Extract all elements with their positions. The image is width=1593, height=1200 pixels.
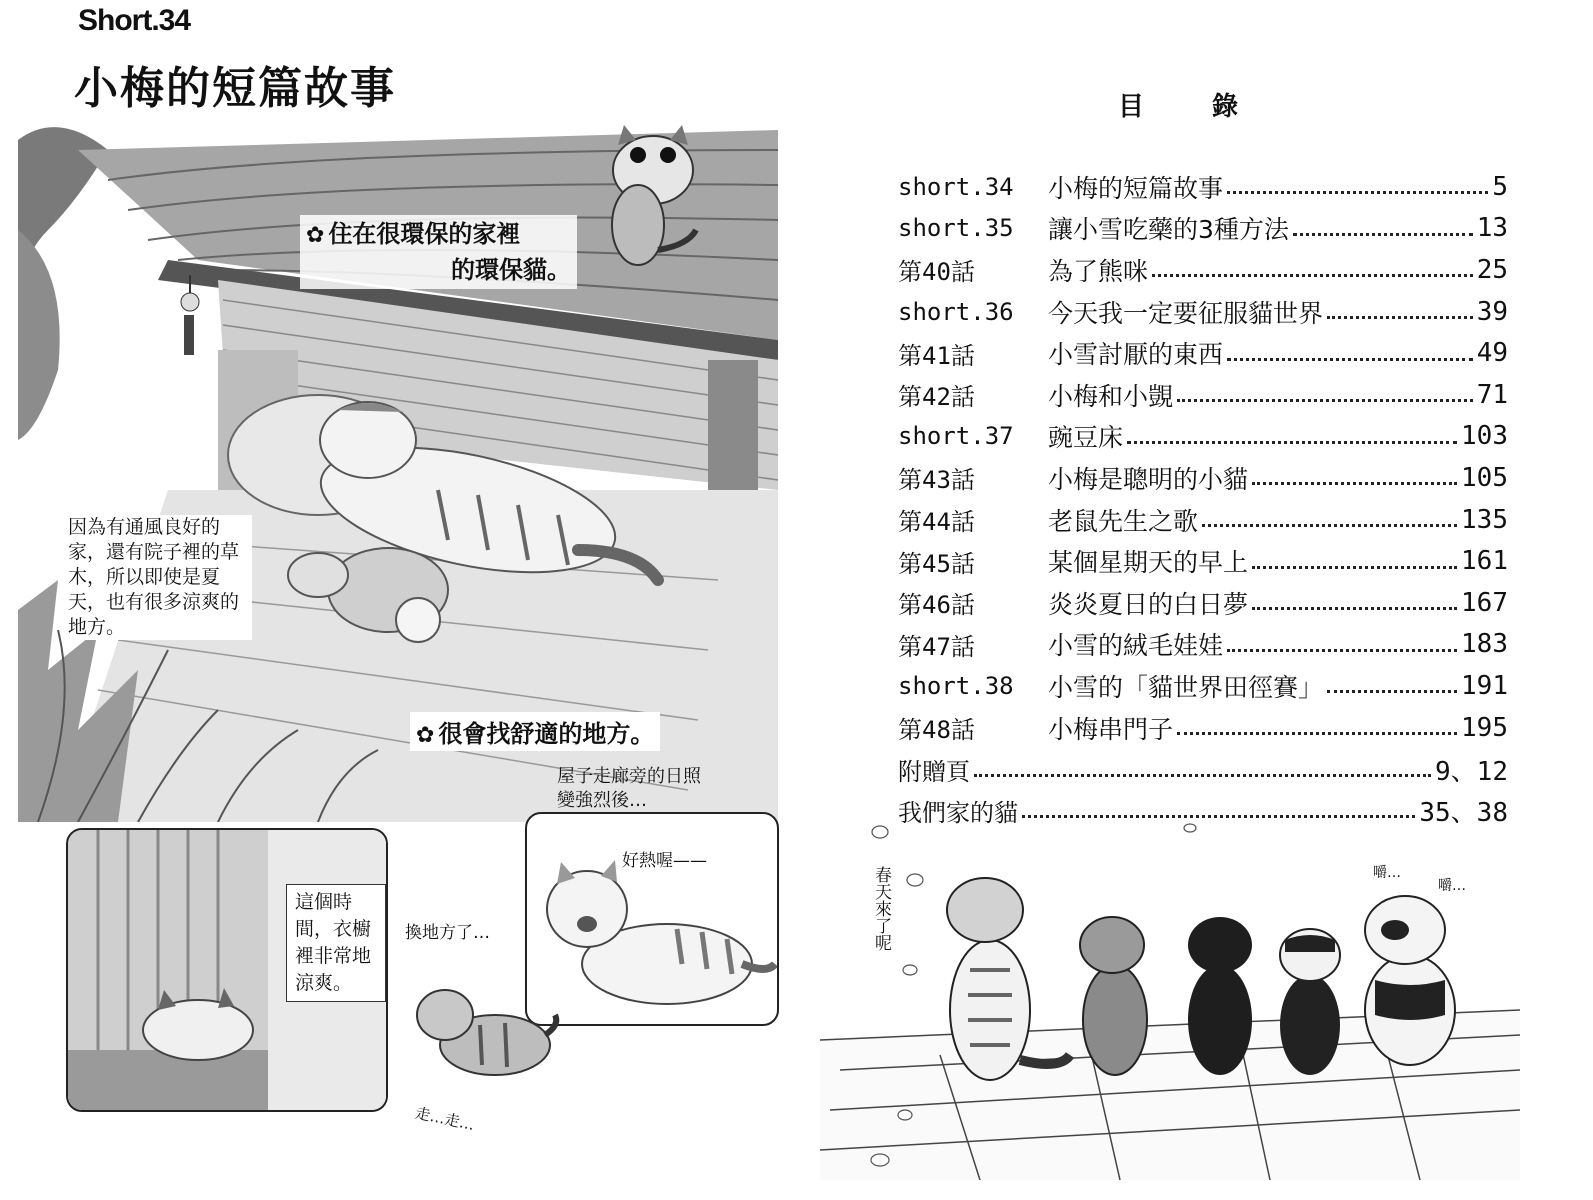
toc-leader-dots [1177,732,1457,735]
toc-heading: 目錄 [1118,92,1307,122]
toc-page-number: 25 [1476,254,1508,285]
toc-row[interactable] [898,208,1508,250]
chapter-label: Short.34 [78,4,191,37]
heading-comfy-text: 很會找舒適的地方。 [438,720,655,748]
panel-closet [66,828,388,1112]
toc-row[interactable] [898,457,1508,499]
toc-row[interactable] [898,332,1508,374]
heading-finds-comfy-places [410,712,660,751]
toc-chapter-number: 附贈頁 [898,757,970,786]
toc-chapter-title: 小雪討厭的東西 [1048,340,1224,370]
toc-page-number: 39 [1476,296,1508,327]
toc-chapter-number: short.34 [898,172,1014,201]
toc-page-number: 105 [1461,462,1508,493]
toc-chapter-number: 第45話 [898,549,975,578]
toc-leader-dots [1177,399,1473,402]
toc-row[interactable] [898,665,1508,707]
toc-chapter-title: 某個星期天的早上 [1048,548,1249,578]
toc-chapter-number: 第46話 [898,591,975,620]
toc-chapter-number: 第47話 [898,632,975,661]
toc-chapter-title: 小梅是聰明的小貓 [1048,464,1249,494]
toc-leader-dots [1202,524,1457,527]
toc-page-number: 9、12 [1435,756,1508,787]
toc-chapter-number: short.38 [898,671,1014,700]
toc-leader-dots [1252,566,1457,569]
toc-leader-dots [1227,358,1473,361]
toc-row[interactable] [898,374,1508,416]
caption-walking: 走…走… [413,1103,477,1135]
toc-chapter-number: 第42話 [898,383,975,412]
toc-row[interactable] [898,582,1508,624]
toc-row[interactable] [898,416,1508,458]
toc-row[interactable] [898,707,1508,749]
cats-parade-illustration [820,820,1520,1180]
heading-eco-line-2: 的環保貓。 [451,256,571,284]
toc-leader-dots [1152,274,1473,277]
chapter-title: 小梅的短篇故事 [74,63,396,114]
toc-chapter-title: 小梅的短篇故事 [1048,173,1224,203]
toc-row[interactable] [898,624,1508,666]
toc-leader-dots [1327,316,1473,319]
toc-chapter-number: 第48話 [898,716,975,745]
toc-chapter-title: 小梅串門子 [1048,714,1174,744]
speech-so-hot: 好熱喔—— [622,851,707,871]
table-of-contents [898,166,1508,832]
toc-leader-dots [1227,191,1488,194]
toc-leader-dots [1127,441,1457,444]
caption-sunny-corridor: 屋子走廊旁的日照變強烈後… [557,766,701,811]
toc-page-number: 49 [1476,338,1508,369]
sfx-munch-1: 嚼… [1373,865,1401,881]
toc-chapter-number: short.36 [898,297,1014,326]
caption-cool-places: 因為有通風良好的家，還有院子裡的草木，所以即使是夏天，也有很多涼爽的地方。 [68,515,252,640]
flower-icon: ✿ [416,723,435,748]
toc-chapter-number: 第43話 [898,466,975,495]
toc-leader-dots [974,774,1431,777]
toc-leader-dots [1327,690,1457,693]
toc-chapter-number: 第41話 [898,341,975,370]
toc-chapter-number: 第44話 [898,508,975,537]
toc-chapter-title: 小雪的絨毛娃娃 [1048,631,1224,661]
toc-page-number: 161 [1461,546,1508,577]
speech-spring-arrived: 春天來了呢 [871,866,891,951]
toc-page-number: 135 [1461,504,1508,535]
toc-leader-dots [1227,649,1457,652]
toc-row[interactable] [898,540,1508,582]
toc-page-number: 191 [1461,670,1508,701]
caption-closet-cool: 這個時間，衣櫥裡非常地涼爽。 [286,884,386,1002]
flower-icon: ✿ [306,223,325,248]
walking-cat-illustration [410,975,560,1105]
toc-row[interactable] [898,166,1508,208]
toc-row[interactable] [898,291,1508,333]
toc-chapter-title: 小雪的「貓世界田徑賽」 [1048,672,1324,702]
toc-row[interactable] [898,249,1508,291]
toc-leader-dots [1252,607,1457,610]
toc-leader-dots [1022,815,1415,818]
toc-chapter-title: 今天我一定要征服貓世界 [1048,298,1324,328]
toc-page-number: 13 [1476,213,1508,244]
toc-chapter-number: short.35 [898,214,1014,243]
toc-page-number: 71 [1476,379,1508,410]
toc-chapter-title: 小梅和小覬 [1048,381,1174,411]
toc-page-number: 183 [1461,629,1508,660]
toc-row[interactable] [898,499,1508,541]
toc-chapter-title: 讓小雪吃藥的3種方法 [1048,215,1289,245]
toc-chapter-number: short.37 [898,422,1014,451]
heading-eco-home [300,215,577,289]
toc-chapter-number: 第40話 [898,258,975,287]
panel-hot-cat [525,812,779,1026]
heading-eco-line-1: 住在很環保的家裡 [328,220,521,248]
toc-page-number: 103 [1461,421,1508,452]
toc-page-number: 5 [1492,171,1508,202]
toc-chapter-title: 老鼠先生之歌 [1048,506,1199,536]
toc-row[interactable] [898,748,1508,790]
toc-chapter-title: 豌豆床 [1048,423,1124,453]
toc-leader-dots [1252,482,1457,485]
toc-page-number: 167 [1461,587,1508,618]
toc-page-number: 35、38 [1419,798,1508,829]
toc-chapter-title: 炎炎夏日的白日夢 [1048,589,1249,619]
sfx-munch-2: 嚼… [1438,878,1466,894]
caption-moving-spot: 換地方了… [405,923,490,943]
toc-chapter-title: 為了熊咪 [1048,256,1149,286]
toc-leader-dots [1293,233,1473,236]
toc-chapter-number: 我們家的貓 [898,799,1018,828]
toc-page-number: 195 [1461,712,1508,743]
